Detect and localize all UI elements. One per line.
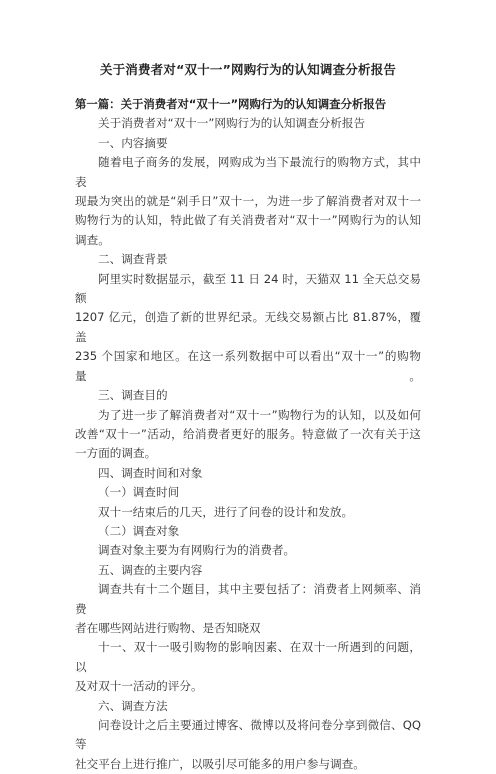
- document-body: [75, 95, 421, 774]
- section-heading: 第一篇：关于消费者对“双十一”网购行为的认知调查分析报告: [75, 97, 387, 111]
- paragraph-line: 为了进一步了解消费者对“双十一”购物行为的认知，以及如何: [98, 407, 421, 422]
- document-subtitle: 关于消费者对“双十一”网购行为的认知调查分析报告: [98, 116, 366, 131]
- paragraph-line: 购物行为的认知，特此做了有关消费者对“双十一”网购行为的认知: [75, 213, 421, 228]
- paragraph-line: 1207 亿元，创造了新的世界纪录。无线交易额占比 81.87%，覆盖: [75, 310, 421, 344]
- paragraph-line: 及对双十一活动的评分。: [75, 679, 203, 694]
- paragraph-line: 社交平台上进行推广，以吸引尽可能多的用户参与调查。: [75, 756, 365, 771]
- paragraph-line: 调查共有十二个题目，其中主要包括了：消费者上网频率、消费: [75, 582, 421, 616]
- paragraph-line: 十一、双十一吸引购物的影响因素、在双十一所遇到的问题，以: [75, 640, 421, 674]
- paragraph-line: 调查。: [75, 232, 110, 247]
- subheading-subjects: （二）调查对象: [98, 523, 180, 538]
- paragraph-line: 改善“双十一”活动，给消费者更好的服务。特意做了一次有关于这: [75, 426, 421, 441]
- heading-main-content: 五、调查的主要内容: [98, 562, 203, 577]
- paragraph-line: 一方面的调查。: [75, 446, 157, 461]
- heading-background: 二、调查背景: [98, 252, 168, 267]
- paragraph-line: 现最为突出的就是“剁手日”双十一，为进一步了解消费者对双十一: [75, 194, 421, 209]
- heading-purpose: 三、调查目的: [98, 388, 168, 403]
- subheading-time: （一）调查时间: [98, 485, 180, 500]
- heading-method: 六、调查方法: [98, 698, 168, 713]
- paragraph-line: 者在哪些网站进行购物、是否知晓双: [75, 620, 261, 635]
- paragraph-line: 调查对象主要为有网购行为的消费者。: [98, 543, 296, 558]
- heading-summary: 一、内容摘要: [98, 135, 168, 150]
- paragraph-line: 阿里实时数据显示，截至 11 日 24 时，天猫双 11 全天总交易额: [75, 271, 421, 306]
- heading-time-and-subjects: 四、调查时间和对象: [98, 465, 203, 480]
- paragraph-line: 随着电子商务的发展，网购成为当下最流行的购物方式，其中表: [75, 155, 421, 189]
- paragraph-line: 问卷设计之后主要通过博客、微博以及将问卷分享到微信、QQ 等: [75, 718, 421, 752]
- document-title: 关于消费者对“双十一”网购行为的认知调查分析报告: [99, 62, 397, 77]
- paragraph-line: 235 个国家和地区。在这一系列数据中可以看出“双十一”的购物量。: [75, 349, 421, 383]
- paragraph-line: 双十一结束后的几天，进行了问卷的设计和发放。: [98, 504, 354, 519]
